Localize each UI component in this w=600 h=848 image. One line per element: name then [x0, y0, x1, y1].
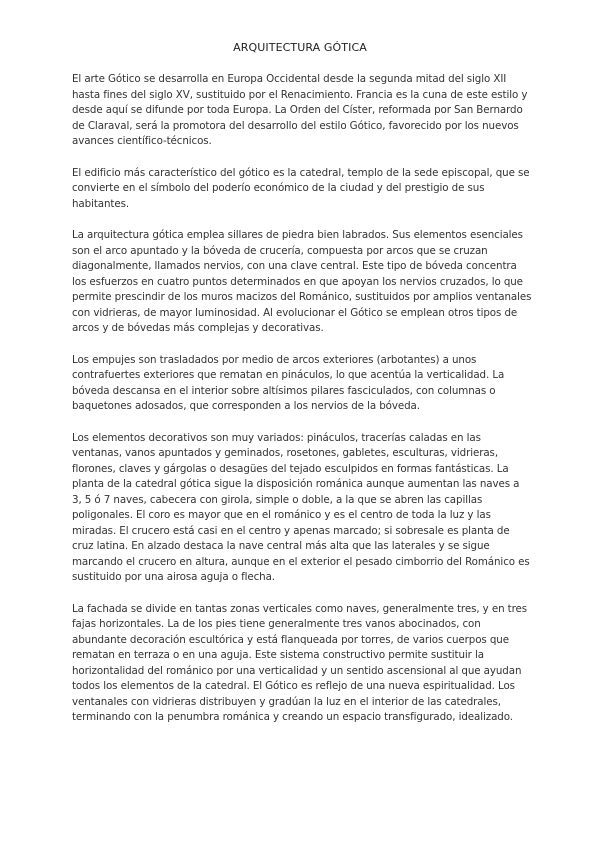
paragraph-fachada: La fachada se divide en tantas zonas verticales como naves, generalmente tres, y en tres fajas horizontales. La de los pies tiene generalmente tres vanos abocinados, con abundante decoración escultórica y está flanqueada por torres, de varios cuerpos que rematan en terraza o en una aguja. Este sistema constructivo permite sustituir la horizontalidad del románico por una verticalidad y un sentido ascensional al que ayudan todos los elementos de la catedral. El Gótico es reflejo de una nueva espiritualidad. Los ventanales con vidrieras distribuyen y gradúan la luz en el interior de las catedrales, terminando con la penumbra románica y creando un espacio transfigurado, idealizado. [72, 602, 528, 723]
document-title: ARQUITECTURA GÓTICA [233, 41, 367, 54]
paragraph-decoracion: Los elementos decorativos son muy variados: pináculos, tracerías caladas en las ventanas, vanos apuntados y geminados, rosetones, gabletes, esculturas, vidrieras, florones, claves y gárgolas o desagües del tejado esculpidos en formas fantásticas. La planta de la catedral gótica sigue la disposición románica aunque aumentan las naves a 3, 5 ó 7 naves, cabecera con girola, simple o doble, a la que se abren las capillas poligonales. El coro es mayor que en el románico y es el centro de toda la luz y las miradas. El crucero está casi en el centro y apenas marcado; si sobresale es planta de cruz latina. En alzado destaca la nave central más alta que las laterales y se sigue marcando el crucero en altura, aunque en el exterior el pesado cimborrio del Románico es sustituido por una airosa aguja o flecha. [72, 431, 530, 583]
paragraph-empujes: Los empujes son trasladados por medio de arcos exteriores (arbotantes) a unos contrafuertes exteriores que rematan en pináculos, lo que acentúa la verticalidad. La bóveda descansa en el interior sobre altísimos pilares fasciculados, con columnas o baquetones adosados, que corresponden a los nervios de la bóveda. [72, 353, 505, 412]
paragraph-catedral: El edificio más característico del gótico es la catedral, templo de la sede episcopal, que se convierte en el símbolo del poderío económico de la ciudad y del prestigio de sus habitantes. [72, 166, 530, 210]
document-body [72, 72, 532, 742]
paragraph-arquitectura: La arquitectura gótica emplea sillares de piedra bien labrados. Sus elementos esenciales son el arco apuntado y la bóveda de crucería, compuesta por arcos que se cruzan diagonalmente, llamados nervios, con una clave central. Este tipo de bóveda concentra los esfuerzos en cuatro puntos determinados en que apoyan los nervios cruzados, lo que permite prescindir de los muros macizos del Románico, sustituidos por amplios ventanales con vidrieras, de mayor luminosidad. Al evolucionar el Gótico se emplean otros tipos de arcos y de bóvedas más complejas y decorativas. [72, 229, 532, 334]
paragraph-intro: El arte Gótico se desarrolla en Europa Occidental desde la segunda mitad del siglo XII hasta fines del siglo XV, sustituido por el Renacimiento. Francia es la cuna de este estilo y desde aquí se difunde por toda Europa. La Orden del Císter, reformada por San Bernardo de Claraval, será la promotora del desarrollo del estilo Gótico, favorecido por los nuevos avances científico-técnicos. [72, 73, 528, 147]
